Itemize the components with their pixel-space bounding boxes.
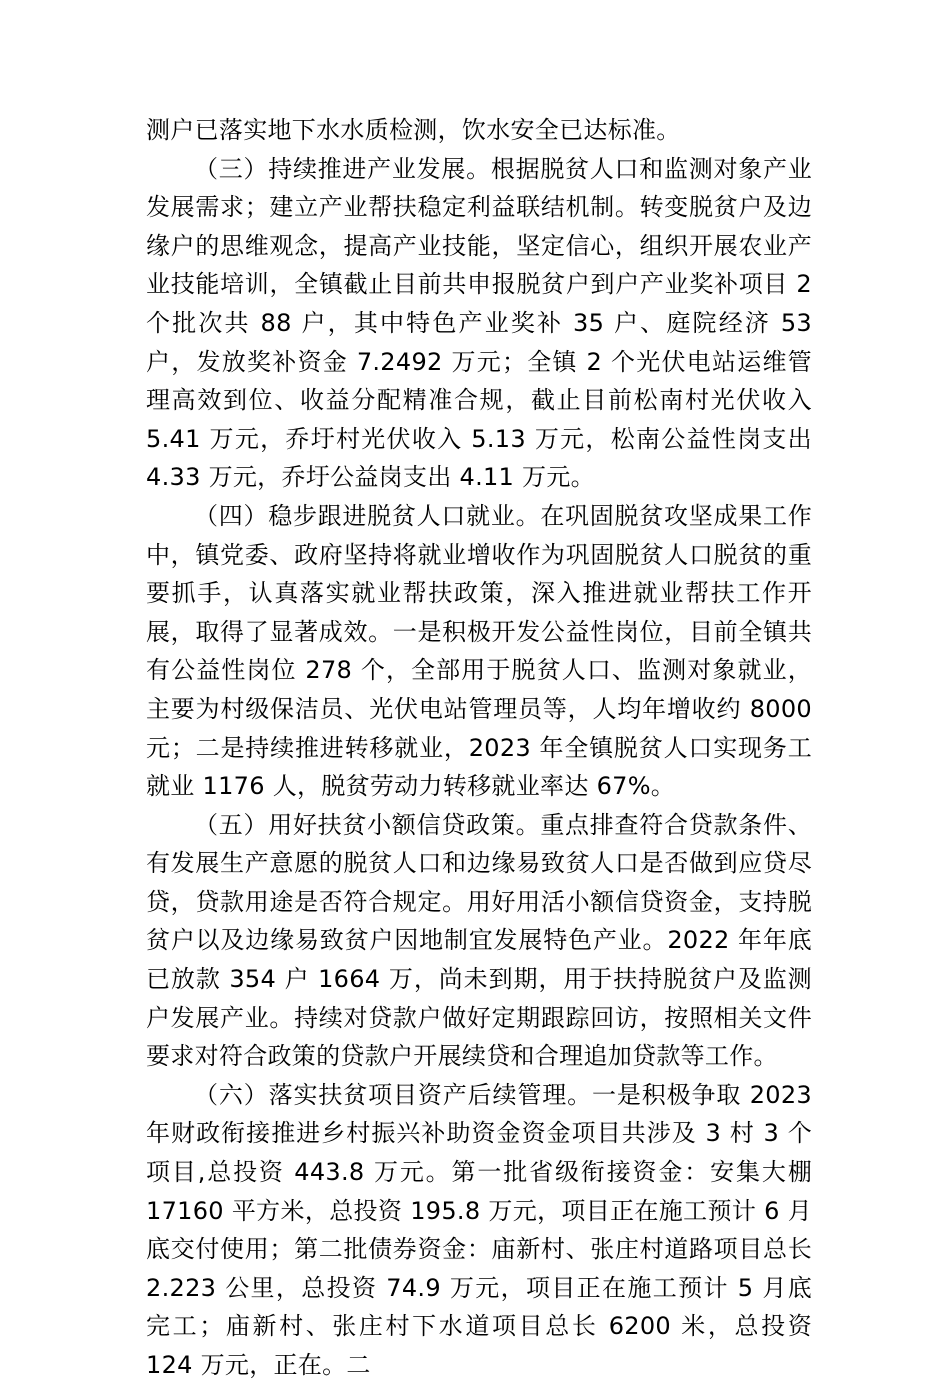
paragraph-project-assets: （六）落实扶贫项目资产后续管理。一是积极争取 2023 年财政衔接推进乡村振兴补助资金资金项目共涉及 3 村 3 个项目,总投资 443.8 万元。第一批省级衔接资金：安集大棚 17160 平方米，总投资 195.8 万元，项目正在施工预计 6 月底交付使用；第二批债券资金：庙新村、张庄村道路项目总长 2.223 公里，总投资 74.9 万元，项目正在施工预计 5 月底完工；庙新村、张庄村下水道项目总长 6200 米，总投资 124 万元，正在。二 [146,1080,812,1379]
paragraph-employment: （四）稳步跟进脱贫人口就业。在巩固脱贫攻坚成果工作中，镇党委、政府坚持将就业增收作为巩固脱贫人口脱贫的重要抓手，认真落实就业帮扶政策，深入推进就业帮扶工作开展，取得了显著成效。一是积极开发公益性岗位，目前全镇共有公益性岗位 278 个，全部用于脱贫人口、监测对象就业，主要为村级保洁员、光伏电站管理员等，人均年增收约 8000 元；二是持续推进转移就业，2023 年全镇脱贫人口实现务工就业 1176 人，脱贫劳动力转移就业率达 67%。 [146,501,812,801]
paragraph-industry-development: （三）持续推进产业发展。根据脱贫人口和监测对象产业发展需求；建立产业帮扶稳定利益联结机制。转变脱贫户及边缘户的思维观念，提高产业技能，坚定信心，组织开展农业产业技能培训，全镇截止目前共申报脱贫户到户产业奖补项目 2 个批次共 88 户，其中特色产业奖补 35 户、庭院经济 53 户，发放奖补资金 7.2492 万元；全镇 2 个光伏电站运维管理高效到位、收益分配精准合规，截止目前松南村光伏收入 5.41 万元，乔圩村光伏收入 5.13 万元，松南公益性岗支出 4.33 万元，乔圩公益岗支出 4.11 万元。 [146,154,812,492]
document-body [146,111,812,1385]
paragraph-continuation: 测户已落实地下水水质检测，饮水安全已达标准。 [146,116,681,144]
paragraph-microcredit: （五）用好扶贫小额信贷政策。重点排查符合贷款条件、有发展生产意愿的脱贫人口和边缘易致贫人口是否做到应贷尽贷，贷款用途是否符合规定。用好用活小额信贷资金，支持脱贫户以及边缘易致贫户因地制宜发展特色产业。2022 年年底已放款 354 户 1664 万，尚未到期，用于扶持脱贫户及监测户发展产业。持续对贷款户做好定期跟踪回访，按照相关文件要求对符合政策的贷款户开展续贷和合理追加贷款等工作。 [146,810,812,1071]
